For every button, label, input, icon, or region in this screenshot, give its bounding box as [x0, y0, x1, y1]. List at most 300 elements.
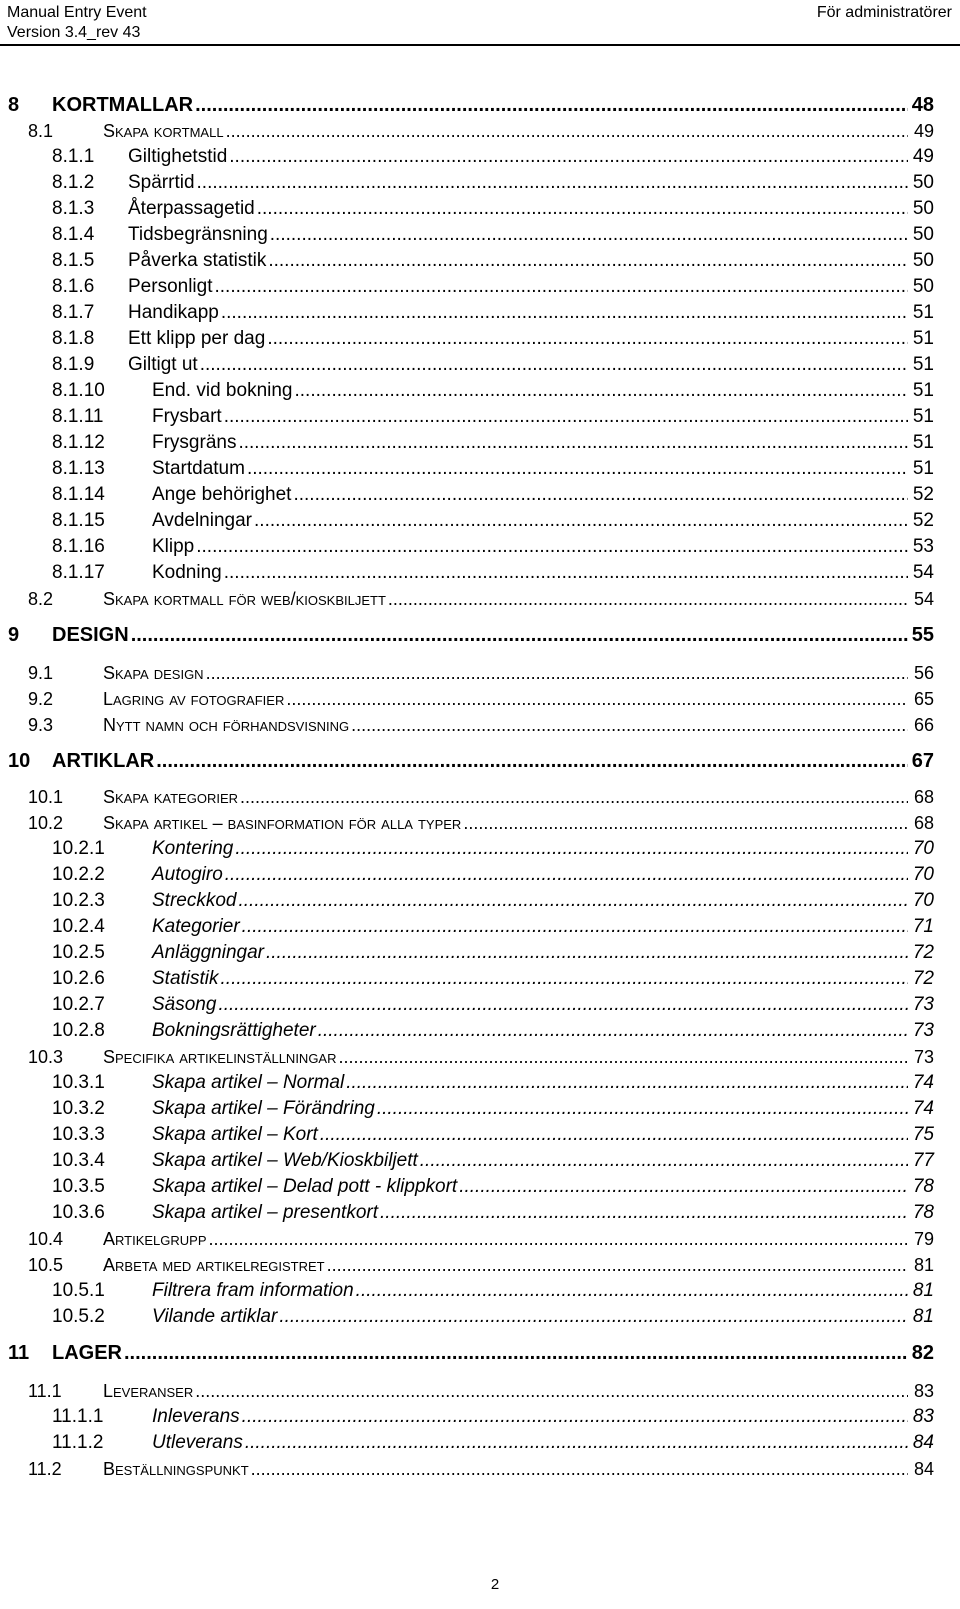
toc-entry-number: 10.3.3: [52, 1124, 105, 1145]
toc-entry-title: Skapa artikel – Web/Kioskbiljett: [152, 1148, 420, 1174]
toc-dot-leader: [279, 1304, 908, 1330]
toc-entry-number: 10.2.5: [52, 942, 105, 963]
toc-dot-leader: [459, 1174, 908, 1200]
toc-dot-leader: [351, 712, 908, 738]
toc-entry-title-line: [52, 748, 908, 774]
page-number: 2: [490, 1576, 500, 1593]
toc-entry-title: End. vid bokning: [152, 378, 295, 404]
toc-entry-title: Tidsbegränsning: [128, 222, 270, 248]
toc-entry[interactable]: [0, 712, 960, 738]
toc-dot-leader: [225, 862, 908, 888]
toc-entry-number: 11.1.1: [52, 1406, 104, 1427]
toc-entry-title-line: [103, 1226, 908, 1252]
toc-entry-title: Avdelningar: [152, 508, 254, 534]
toc-dot-leader: [242, 914, 908, 940]
toc-entry[interactable]: [0, 1340, 960, 1366]
toc-entry-title: LAGER: [52, 1342, 122, 1364]
toc-dot-leader: [377, 1096, 908, 1122]
toc-entry-page: 50: [912, 274, 934, 300]
toc-dot-leader: [124, 1340, 908, 1366]
toc-entry-number: 10.3.1: [52, 1072, 105, 1093]
toc-dot-leader: [463, 810, 908, 836]
toc-entry-title-line: [152, 1122, 908, 1148]
toc-entry[interactable]: [0, 560, 960, 586]
toc-entry-page: 77: [912, 1148, 934, 1174]
toc-entry-page: 82: [911, 1342, 934, 1364]
toc-entry-number: 9.1: [28, 663, 54, 683]
toc-entry-title: Statistik: [152, 966, 221, 992]
toc-entry-title-line: [128, 144, 908, 170]
toc-entry-title-line: [152, 378, 908, 404]
toc-entry[interactable]: [0, 810, 960, 836]
toc-dot-leader: [156, 748, 908, 774]
toc-entry-page: 73: [912, 1018, 934, 1044]
toc-dot-leader: [257, 196, 908, 222]
header-version: Version 3.4_rev 43: [7, 24, 141, 41]
toc-entry-title: Personligt: [128, 274, 215, 300]
toc-dot-leader: [226, 118, 908, 144]
toc-entry-title: Skapa kortmall för web/kioskbiljett: [103, 586, 388, 612]
toc-entry-title-line: [128, 352, 908, 378]
toc-entry-number: 8.1.8: [52, 328, 95, 349]
toc-entry-number: 8.1.10: [52, 380, 105, 401]
toc-entry-number: 8.1.16: [52, 536, 105, 557]
toc-entry-page: 81: [912, 1304, 934, 1330]
toc-entry[interactable]: [0, 482, 960, 508]
toc-entry-title: Leveranser: [103, 1378, 195, 1404]
toc-dot-leader: [240, 784, 908, 810]
toc-entry-number: 10.4: [28, 1229, 64, 1249]
toc-entry[interactable]: [0, 1174, 960, 1200]
toc-entry-number: 10.2.2: [52, 864, 105, 885]
toc-entry-page: 54: [912, 560, 934, 586]
toc-entry-number: 11.2: [28, 1459, 62, 1479]
toc-entry[interactable]: [0, 508, 960, 534]
toc-entry-page: 65: [913, 686, 934, 712]
toc-entry-page: 54: [913, 586, 934, 612]
toc-entry-number: 8.1.15: [52, 510, 105, 531]
toc-entry-page: 51: [912, 404, 934, 430]
toc-entry-title: Ange behörighet: [152, 482, 293, 508]
toc-entry-number: 10.2: [28, 813, 64, 833]
toc-entry-number: 8.1.7: [52, 302, 95, 323]
toc-dot-leader: [380, 1200, 908, 1226]
toc-entry-number: 10.2.4: [52, 916, 105, 937]
toc-dot-leader: [320, 1122, 908, 1148]
toc-entry-title-line: [152, 1070, 908, 1096]
toc-entry-page: 51: [912, 456, 934, 482]
toc-entry-title-line: [152, 560, 908, 586]
toc-entry-page: 84: [913, 1456, 934, 1482]
toc-entry[interactable]: [0, 352, 960, 378]
toc-entry-page: 70: [912, 836, 934, 862]
toc-dot-leader: [238, 888, 908, 914]
toc-entry-title-line: [128, 196, 908, 222]
toc-entry-page: 52: [912, 508, 934, 534]
toc-entry-page: 71: [912, 914, 934, 940]
toc-entry-title: Inleverans: [152, 1404, 242, 1430]
toc-entry-page: 70: [912, 862, 934, 888]
toc-entry[interactable]: [0, 1070, 960, 1096]
toc-entry-number: 10.3.6: [52, 1202, 105, 1223]
toc-entry-title: KORTMALLAR: [52, 94, 194, 116]
toc-entry-number: 9: [8, 624, 20, 646]
toc-entry-title-line: [103, 784, 908, 810]
toc-entry[interactable]: [0, 1148, 960, 1174]
toc-entry-number: 8.1.17: [52, 562, 105, 583]
toc-entry-number: 10.3: [28, 1047, 64, 1067]
toc-dot-leader: [224, 560, 908, 586]
toc-entry-title-line: [152, 534, 908, 560]
toc-entry-title-line: [103, 1044, 908, 1070]
toc-entry-number: 10: [8, 750, 31, 772]
toc-entry-title: Skapa artikel – Kort: [152, 1122, 320, 1148]
toc-dot-leader: [235, 836, 908, 862]
page-header: [0, 0, 960, 45]
toc-entry-title-line: [152, 914, 908, 940]
toc-entry-page: 51: [912, 378, 934, 404]
toc-entry-page: 50: [912, 196, 934, 222]
toc-entry-number: 8.1.4: [52, 224, 95, 245]
toc-entry-title: Skapa kategorier: [103, 784, 240, 810]
header-document-title: Manual Entry Event: [7, 4, 147, 21]
toc-entry[interactable]: [0, 748, 960, 774]
toc-entry-title: ARTIKLAR: [52, 750, 155, 772]
toc-entry[interactable]: [0, 378, 960, 404]
toc-dot-leader: [268, 248, 908, 274]
toc-entry-title: Handikapp: [128, 300, 221, 326]
toc-entry-page: 53: [912, 534, 934, 560]
toc-entry-title-line: [128, 274, 908, 300]
toc-entry[interactable]: [0, 888, 960, 914]
toc-entry-title: Streckkod: [152, 888, 238, 914]
header-rule: [0, 44, 960, 46]
toc-entry-title-line: [152, 456, 908, 482]
toc-dot-leader: [221, 966, 908, 992]
toc-entry-title-line: [152, 966, 908, 992]
toc-entry[interactable]: [0, 1430, 960, 1456]
toc-entry-title-line: [152, 888, 908, 914]
toc-dot-leader: [224, 404, 908, 430]
toc-entry[interactable]: [0, 1252, 960, 1278]
toc-entry[interactable]: [0, 992, 960, 1018]
toc-entry[interactable]: [0, 1096, 960, 1122]
toc-dot-leader: [196, 534, 908, 560]
toc-entry-title-line: [152, 992, 908, 1018]
toc-dot-leader: [420, 1148, 908, 1174]
toc-entry[interactable]: [0, 1278, 960, 1304]
toc-dot-leader: [215, 274, 909, 300]
toc-entry-number: 10.5.1: [52, 1280, 105, 1301]
toc-entry-title: Spärrtid: [128, 170, 197, 196]
toc-entry-title: Skapa artikel – presentkort: [152, 1200, 380, 1226]
toc-entry-title: Skapa design: [103, 660, 206, 686]
toc-entry-title-line: [152, 1096, 908, 1122]
toc-entry-title-line: [152, 508, 908, 534]
toc-entry-page: 48: [911, 94, 934, 116]
toc-dot-leader: [218, 992, 908, 1018]
toc-entry-page: 51: [912, 352, 934, 378]
toc-entry-title-line: [152, 1018, 908, 1044]
toc-entry[interactable]: [0, 170, 960, 196]
toc-entry-number: 11: [8, 1342, 30, 1364]
toc-entry-page: 81: [913, 1252, 934, 1278]
toc-entry-number: 8.1.14: [52, 484, 105, 505]
toc-dot-leader: [293, 482, 908, 508]
toc-entry-title-line: [152, 404, 908, 430]
toc-entry-number: 10.3.4: [52, 1150, 105, 1171]
toc-entry-number: 10.5: [28, 1255, 64, 1275]
toc-entry-title-line: [52, 1340, 908, 1366]
toc-entry[interactable]: [0, 1044, 960, 1070]
toc-entry-title: Skapa kortmall: [103, 118, 226, 144]
toc-entry[interactable]: [0, 430, 960, 456]
toc-entry-page: 50: [912, 170, 934, 196]
toc-entry-title-line: [152, 1148, 908, 1174]
toc-dot-leader: [131, 622, 908, 648]
toc-entry[interactable]: [0, 1018, 960, 1044]
toc-entry[interactable]: [0, 660, 960, 686]
toc-entry-number: 9.2: [28, 689, 54, 709]
toc-entry-number: 8.1.2: [52, 172, 95, 193]
toc-entry[interactable]: [0, 196, 960, 222]
toc-entry-number: 9.3: [28, 715, 54, 735]
toc-entry-number: 10.3.2: [52, 1098, 105, 1119]
toc-entry-page: 67: [911, 750, 934, 772]
toc-entry-title: Kategorier: [152, 914, 242, 940]
toc-entry[interactable]: [0, 914, 960, 940]
toc-entry-title-line: [152, 940, 908, 966]
toc-entry[interactable]: [0, 940, 960, 966]
toc-dot-leader: [245, 1430, 908, 1456]
toc-entry[interactable]: [0, 274, 960, 300]
toc-entry-number: 8.1.3: [52, 198, 95, 219]
toc-dot-leader: [247, 456, 908, 482]
toc-dot-leader: [318, 1018, 908, 1044]
toc-entry-page: 73: [913, 1044, 934, 1070]
toc-entry-number: 10.2.3: [52, 890, 105, 911]
toc-entry-title: Klipp: [152, 534, 196, 560]
toc-entry-page: 51: [912, 300, 934, 326]
toc-entry[interactable]: [0, 222, 960, 248]
toc-entry-title-line: [52, 622, 908, 648]
toc-entry[interactable]: [0, 92, 960, 118]
toc-entry-title-line: [103, 810, 908, 836]
toc-entry-title: Giltigt ut: [128, 352, 200, 378]
toc-entry-title-line: [152, 1278, 908, 1304]
toc-entry-title: Vilande artiklar: [152, 1304, 279, 1330]
toc-entry-page: 83: [913, 1378, 934, 1404]
toc-entry-title-line: [103, 1456, 908, 1482]
toc-entry-number: 8.1.9: [52, 354, 95, 375]
toc-dot-leader: [251, 1456, 908, 1482]
toc-entry-title: Filtrera fram information: [152, 1278, 356, 1304]
toc-entry-number: 8.1.1: [52, 146, 95, 167]
toc-entry[interactable]: [0, 622, 960, 648]
toc-entry-title: Frysgräns: [152, 430, 238, 456]
toc-entry-page: 75: [912, 1122, 934, 1148]
toc-dot-leader: [254, 508, 908, 534]
toc-entry[interactable]: [0, 862, 960, 888]
toc-entry[interactable]: [0, 1200, 960, 1226]
toc-entry-page: 49: [912, 144, 934, 170]
toc-entry-page: 51: [912, 326, 934, 352]
toc-entry-title: Bokningsrättigheter: [152, 1018, 318, 1044]
toc-entry-title-line: [128, 170, 908, 196]
toc-entry[interactable]: [0, 456, 960, 482]
toc-entry[interactable]: [0, 784, 960, 810]
toc-dot-leader: [270, 222, 908, 248]
toc-entry[interactable]: [0, 404, 960, 430]
toc-entry-title: Anläggningar: [152, 940, 266, 966]
toc-entry-title: Påverka statistik: [128, 248, 268, 274]
toc-entry-page: 78: [912, 1200, 934, 1226]
toc-dot-leader: [229, 144, 908, 170]
toc-entry-title: Autogiro: [152, 862, 225, 888]
toc-entry-number: 8.1.5: [52, 250, 95, 271]
toc-dot-leader: [267, 326, 908, 352]
toc-dot-leader: [195, 92, 908, 118]
toc-entry-page: 50: [912, 248, 934, 274]
toc-entry-page: 50: [912, 222, 934, 248]
toc-entry-number: 10.1: [28, 787, 64, 807]
toc-entry[interactable]: [0, 586, 960, 612]
toc-entry[interactable]: [0, 1378, 960, 1404]
toc-entry[interactable]: [0, 144, 960, 170]
toc-entry[interactable]: [0, 836, 960, 862]
toc-entry-title-line: [103, 1378, 908, 1404]
toc-entry-title-line: [128, 248, 908, 274]
toc-dot-leader: [356, 1278, 908, 1304]
toc-dot-leader: [209, 1226, 908, 1252]
toc-entry-number: 11.1: [28, 1381, 62, 1401]
toc-entry-page: 55: [911, 624, 934, 646]
toc-entry-title: DESIGN: [52, 624, 129, 646]
toc-entry-title: Skapa artikel – Normal: [152, 1070, 346, 1096]
toc-entry-title: Ett klipp per dag: [128, 326, 267, 352]
toc-entry-page: 79: [913, 1226, 934, 1252]
toc-entry-number: 10.2.7: [52, 994, 105, 1015]
toc-entry[interactable]: [0, 1122, 960, 1148]
toc-entry-number: 10.3.5: [52, 1176, 105, 1197]
toc-entry-title: Återpassagetid: [128, 196, 257, 222]
toc-entry-page: 83: [912, 1404, 934, 1430]
toc-entry-title: Nytt namn och förhandsvisning: [103, 712, 351, 738]
toc-entry-page: 72: [912, 940, 934, 966]
toc-entry-page: 49: [913, 118, 934, 144]
toc-entry[interactable]: [0, 300, 960, 326]
page-footer: [0, 1576, 960, 1593]
toc-entry-title-line: [152, 1174, 908, 1200]
header-audience: För administratörer: [816, 4, 952, 21]
toc-entry-page: 73: [912, 992, 934, 1018]
toc-entry-page: 78: [912, 1174, 934, 1200]
toc-entry-title-line: [152, 1304, 908, 1330]
toc-entry-title: Kontering: [152, 836, 235, 862]
toc-dot-leader: [346, 1070, 908, 1096]
toc-entry-title: Artikelgrupp: [103, 1226, 209, 1252]
toc-dot-leader: [195, 1378, 908, 1404]
toc-entry-number: 8.1.11: [52, 406, 104, 427]
toc-entry[interactable]: [0, 1404, 960, 1430]
toc-entry-number: 8.1.12: [52, 432, 105, 453]
toc-entry-title-line: [103, 712, 908, 738]
toc-entry-title-line: [128, 326, 908, 352]
toc-entry-page: 66: [913, 712, 934, 738]
toc-dot-leader: [200, 352, 908, 378]
toc-entry-number: 8.1: [28, 121, 54, 141]
toc-entry-title-line: [152, 1404, 908, 1430]
toc-entry-title-line: [52, 92, 908, 118]
toc-entry-number: 8.1.6: [52, 276, 95, 297]
toc-entry-title: Skapa artikel – basinformation för alla typer: [103, 810, 463, 836]
toc-entry-title: Skapa artikel – Delad pott - klippkort: [152, 1174, 459, 1200]
toc-entry-number: 11.1.2: [52, 1432, 104, 1453]
toc-entry[interactable]: [0, 534, 960, 560]
toc-entry[interactable]: [0, 1304, 960, 1330]
toc-entry-title: Specifika artikelinställningar: [103, 1044, 339, 1070]
toc-entry-page: 51: [912, 430, 934, 456]
toc-entry-number: 8: [8, 94, 20, 116]
toc-entry-title-line: [152, 482, 908, 508]
toc-entry[interactable]: [0, 1226, 960, 1252]
toc-entry-number: 8.2: [28, 589, 54, 609]
toc-entry-title: Kodning: [152, 560, 224, 586]
toc-dot-leader: [295, 378, 909, 404]
toc-entry-title-line: [152, 862, 908, 888]
toc-entry-title-line: [128, 222, 908, 248]
toc-entry-number: 10.5.2: [52, 1306, 105, 1327]
toc-dot-leader: [266, 940, 908, 966]
toc-entry-page: 74: [912, 1070, 934, 1096]
toc-entry-page: 74: [912, 1096, 934, 1122]
toc-entry-title: Lagring av fotografier: [103, 686, 286, 712]
toc-entry-number: 8.1.13: [52, 458, 105, 479]
toc-entry[interactable]: [0, 326, 960, 352]
toc-entry[interactable]: [0, 118, 960, 144]
toc-dot-leader: [327, 1252, 908, 1278]
toc-entry-page: 52: [912, 482, 934, 508]
toc-entry-title: Skapa artikel – Förändring: [152, 1096, 377, 1122]
toc-dot-leader: [286, 686, 908, 712]
toc-entry[interactable]: [0, 686, 960, 712]
toc-entry-title-line: [103, 686, 908, 712]
toc-entry-page: 70: [912, 888, 934, 914]
toc-entry-number: 10.2.1: [52, 838, 105, 859]
toc-entry[interactable]: [0, 248, 960, 274]
toc-entry-title-line: [103, 118, 908, 144]
toc-entry-title: Arbeta med artikelregistret: [103, 1252, 327, 1278]
toc-entry-page: 72: [912, 966, 934, 992]
toc-dot-leader: [221, 300, 908, 326]
toc-entry-page: 68: [913, 810, 934, 836]
toc-dot-leader: [242, 1404, 908, 1430]
toc-entry[interactable]: [0, 966, 960, 992]
toc-entry-title-line: [128, 300, 908, 326]
toc-entry-title-line: [152, 1200, 908, 1226]
toc-entry-title-line: [103, 1252, 908, 1278]
toc-entry-title: Säsong: [152, 992, 218, 1018]
toc-entry-page: 84: [912, 1430, 934, 1456]
toc-entry-title: Startdatum: [152, 456, 247, 482]
toc-entry-page: 81: [912, 1278, 934, 1304]
toc-entry-page: 68: [913, 784, 934, 810]
toc-dot-leader: [388, 586, 908, 612]
toc-entry-number: 10.2.6: [52, 968, 105, 989]
toc-entry-title-line: [103, 586, 908, 612]
toc-entry[interactable]: [0, 1456, 960, 1482]
toc-entry-page: 56: [913, 660, 934, 686]
